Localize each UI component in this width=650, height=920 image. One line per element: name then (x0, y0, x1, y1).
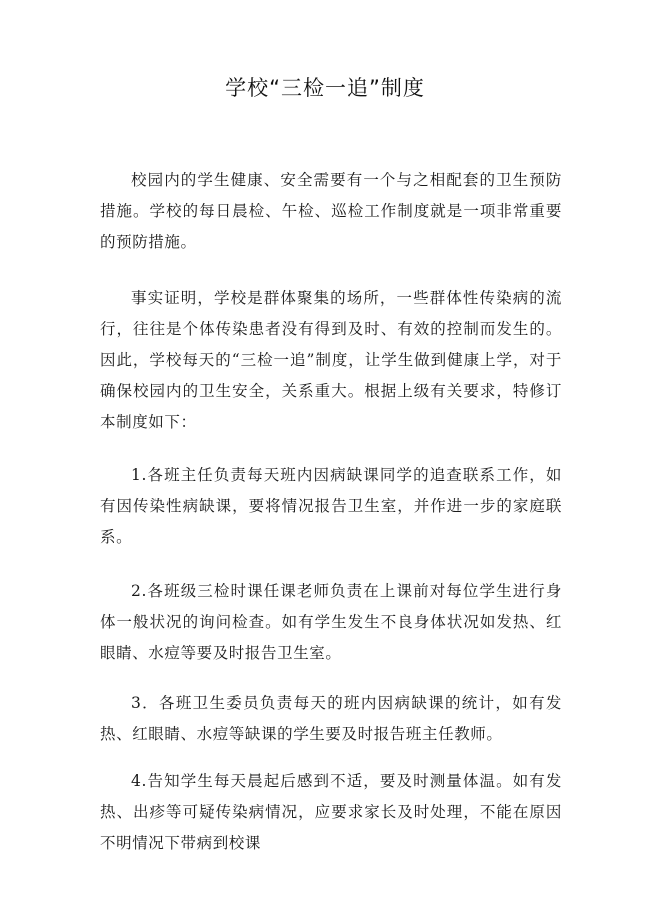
paragraph-rule-3: 3．各班卫生委员负责每天的班内因病缺课的统计，如有发热、红眼睛、水痘等缺课的学生要及时报告班主任教师。 (100, 694, 562, 743)
document-title: 学校“三检一追”制度 (225, 76, 425, 100)
paragraph-rule-4: 4.告知学生每天晨起后感到不适，要及时测量体温。如有发热、出疹等可疑传染病情况，应要求家长及时处理，不能在原因不明情况下带病到校课 (100, 772, 562, 852)
paragraph-background: 事实证明，学校是群体聚集的场所，一些群体性传染病的流行，往往是个体传染患者没有得到及时、有效的控制而发生的。因此，学校每天的“三检一追”制度，让学生做到健康上学，对于确保校园内的卫生安全，关系重大。根据上级有关要求，特修订本制度如下： (100, 289, 562, 431)
paragraph-rule-2: 2.各班级三检时课任课老师负责在上课前对每位学生进行身体一般状况的询问检查。如有学生发生不良身体状况如发热、红眼睛、水痘等要及时报告卫生室。 (100, 582, 562, 662)
paragraph-intro: 校园内的学生健康、安全需要有一个与之相配套的卫生预防措施。学校的每日晨检、午检、巡检工作制度就是一项非常重要的预防措施。 (100, 171, 562, 251)
paragraph-rule-1: 1.各班主任负责每天班内因病缺课同学的追查联系工作，如有因传染性病缺课，要将情况报告卫生室，并作进一步的家庭联系。 (100, 466, 562, 546)
